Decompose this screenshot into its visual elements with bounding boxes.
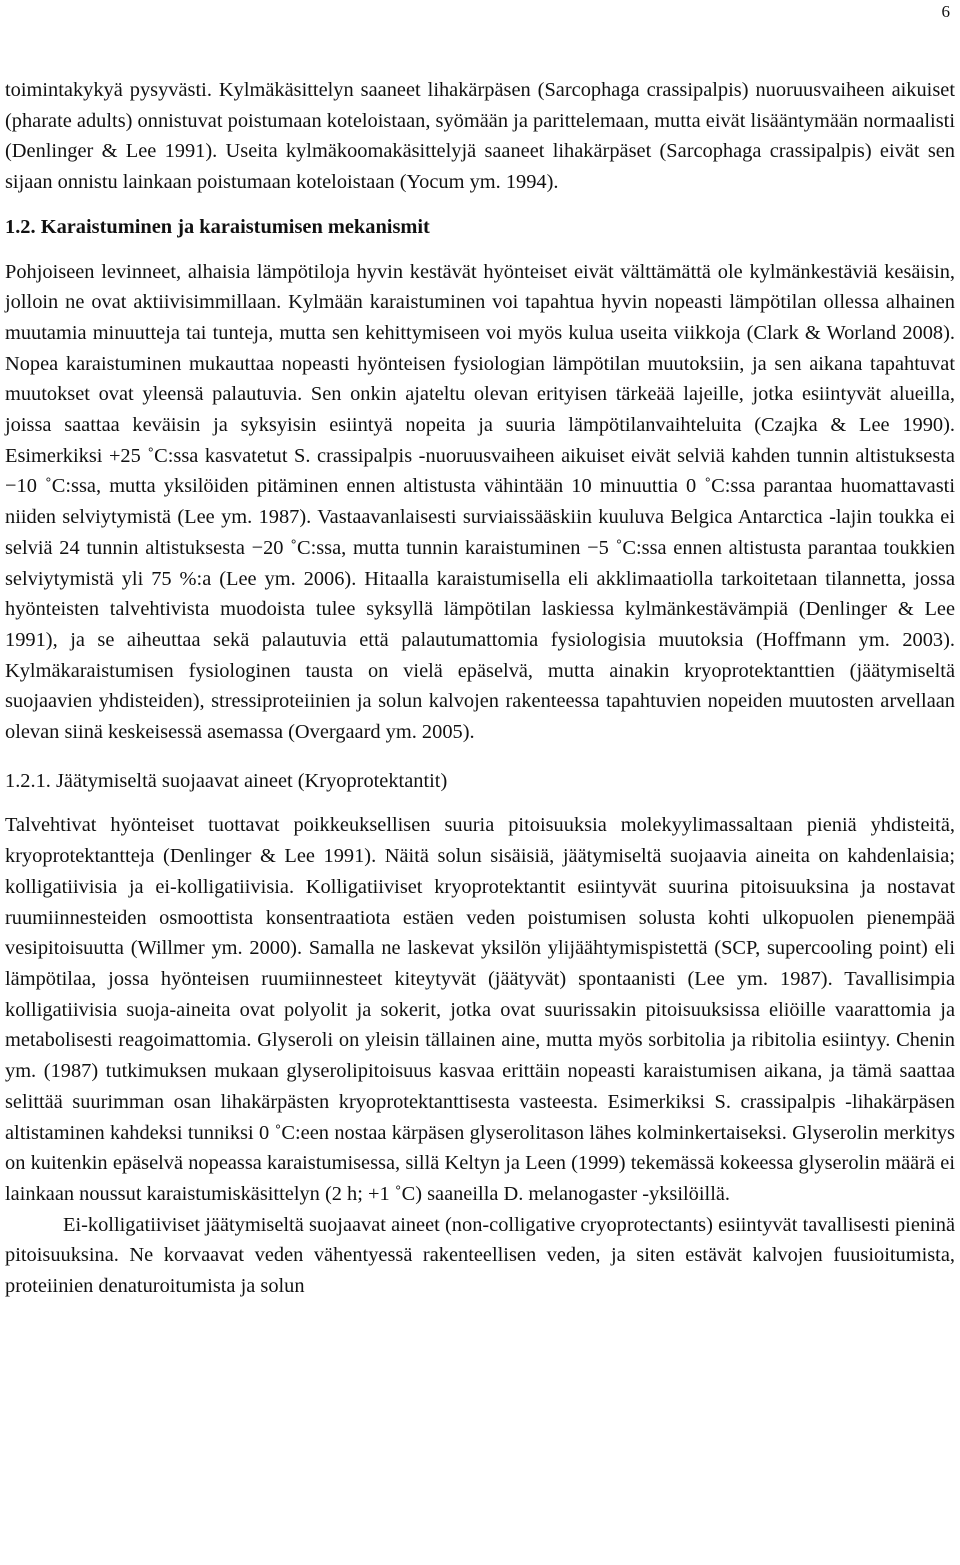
subsection-title: Jäätymiseltä suojaavat aineet (Kryoprotektantit)	[56, 769, 448, 792]
section-number: 1.2.	[5, 215, 36, 238]
intro-paragraph: toimintakykyä pysyvästi. Kylmäkäsittelyn saaneet lihakärpäsen (Sarcophaga crassipalpis) nuoruusvaiheen aikuiset (pharate adults) onnistuvat poistumaan koteloistaan, syömään ja parittelemaan, mutta eivät lisääntymään normaalisti (Denlinger & Lee 1991). Useita kylmäkoomakäsittelyjä saaneet lihakärpäset (Sarcophaga crassipalpis) eivät sen sijaan onnistu lainkaan poistumaan koteloistaan (Yocum ym. 1994).	[5, 79, 955, 194]
section-1-2-1-paragraph: Talvehtivat hyönteiset tuottavat poikkeuksellisen suuria pitoisuuksia molekyylimassaltaan pieniä yhdisteitä, kryoprotektantteja (Denlinger & Lee 1991). Näitä solun sisäisiä, jäätymiseltä suojaavia aineita on kahdenlaisia; kolligatiivisia ja ei-kolligatiivisia. Kolligatiiviset kryoprotektantit esiintyvät suurina pitoisuuksina ja nostavat ruumiinnesteiden osmoottista konsentraatiota estäen veden poistumisen solusta kohti ulkopuolen pienempää vesipitoisuutta (Willmer ym. 2000). Samalla ne laskevat yksilön ylijäähtymispistettä (SCP, supercooling point) eli lämpötilaa, jossa hyönteisen ruumiinnesteet kiteytyvät (jäätyvät) spontaanisti (Lee ym. 1987). Tavallisimpia kolligatiivisia suoja-aineita ovat polyolit ja sokerit, jotka ovat suurissakin pitoisuuksissa eliöille vaarattomia ja metabolisesti reagoimattomia. Glyseroli on yleisin tällainen aine, mutta myös sorbitolia ja ribitolia esiintyy. Chenin ym. (1987) tutkimuksen mukaan glyserolipitoisuus kasvaa erittäin nopeasti karaistumisen aikana, ja tämä saattaa selittää suurimman osan lihakärpästen kryoprotektanttisesta vasteesta. Esimerkiksi S. crassipalpis -lihakärpäsen altistaminen kahdeksi tunniksi 0 ˚C:een nostaa kärpäsen glyserolitason lähes kolminkertaiseksi. Glyserolin merkitys on kuitenkin epäselvä nopeassa karaistumisessa, sillä Keltyn ja Leen (1999) tekemässä kokeessa glyserolin määrä ei lainkaan noussut karaistumiskäsittelyn (2 h; +1 ˚C) saaneilla D. melanogaster -yksilöillä.	[5, 814, 955, 1205]
section-title: Karaistuminen ja karaistumisen mekanismit	[40, 215, 430, 238]
subsection-number: 1.2.1.	[5, 769, 51, 792]
section-heading-1-2	[5, 212, 955, 243]
document-body	[5, 75, 955, 1302]
section-heading-1-2-1	[5, 766, 955, 797]
section-1-2-paragraph: Pohjoiseen levinneet, alhaisia lämpötiloja hyvin kestävät hyönteiset eivät välttämättä ole kylmänkestäviä kesäisin, jolloin ne ovat aktiivisimmillaan. Kylmään karaistuminen voi tapahtua hyvin nopeasti lämpötilan ollessa alhainen muutamia minuutteja tai tunteja, mutta sen kehittymiseen voi myös kulua useita viikkoja (Clark & Worland 2008). Nopea karaistuminen mukauttaa nopeasti hyönteisen fysiologian lämpötilan muutoksiin, ja sen aikana tapahtuvat muutokset ovat yleensä palautuvia. Sen onkin ajateltu olevan erityisen tärkeää lajeille, jotka esiintyvät alueilla, joissa saattaa keväisin ja syksyisin esiintyä nopeita ja suuria lämpötilanvaihteluita (Czajka & Lee 1990). Esimerkiksi +25 ˚C:ssa kasvatetut S. crassipalpis -nuoruusvaiheen aikuiset eivät selviä kahden tunnin altistuksesta −10 ˚C:ssa, mutta yksilöiden pitäminen ennen altistusta vähintään 10 minuuttia 0 ˚C:ssa parantaa huomattavasti niiden selviytymistä (Lee ym. 1987). Vastaavanlaisesti surviaissääskiin kuuluva Belgica Antarctica -lajin toukka ei selviä 24 tunnin altistuksesta −20 ˚C:ssa, mutta tunnin karaistuminen −5 ˚C:ssa ennen altistusta parantaa toukkien selviytymistä yli 75 %:a (Lee ym. 2006). Hitaalla karaistumisella eli akklimaatiolla tarkoitetaan tilannetta, jossa hyönteisten talvehtivista muodoista tulee syksyllä lämpötilan laskiessa kylmänkestävämpiä (Denlinger & Lee 1991), ja se aiheuttaa sekä palautuvia että palautumattomia fysiologisia muutoksia (Hoffmann ym. 2003). Kylmäkaraistumisen fysiologinen tausta on vielä epäselvä, mutta ainakin kryoprotektanttien (jäätymiseltä suojaavien yhdisteiden), stressiproteiinien ja solun kalvojen rakenteessa tapahtuvien nopeiden muutosten arvellaan olevan siinä keskeisessä asemassa (Overgaard ym. 2005).	[5, 260, 955, 744]
noncolligative-paragraph: Ei-kolligatiiviset jäätymiseltä suojaavat aineet (non-colligative cryoprotectants) esiintyvät tavallisesti pieninä pitoisuuksina. Ne korvaavat veden vähentyessä rakenteellisen veden, ja siten estävät kalvojen fuusioitumista, proteiinien denaturoitumista ja solun	[5, 1213, 955, 1298]
page-number: 6	[941, 2, 950, 21]
